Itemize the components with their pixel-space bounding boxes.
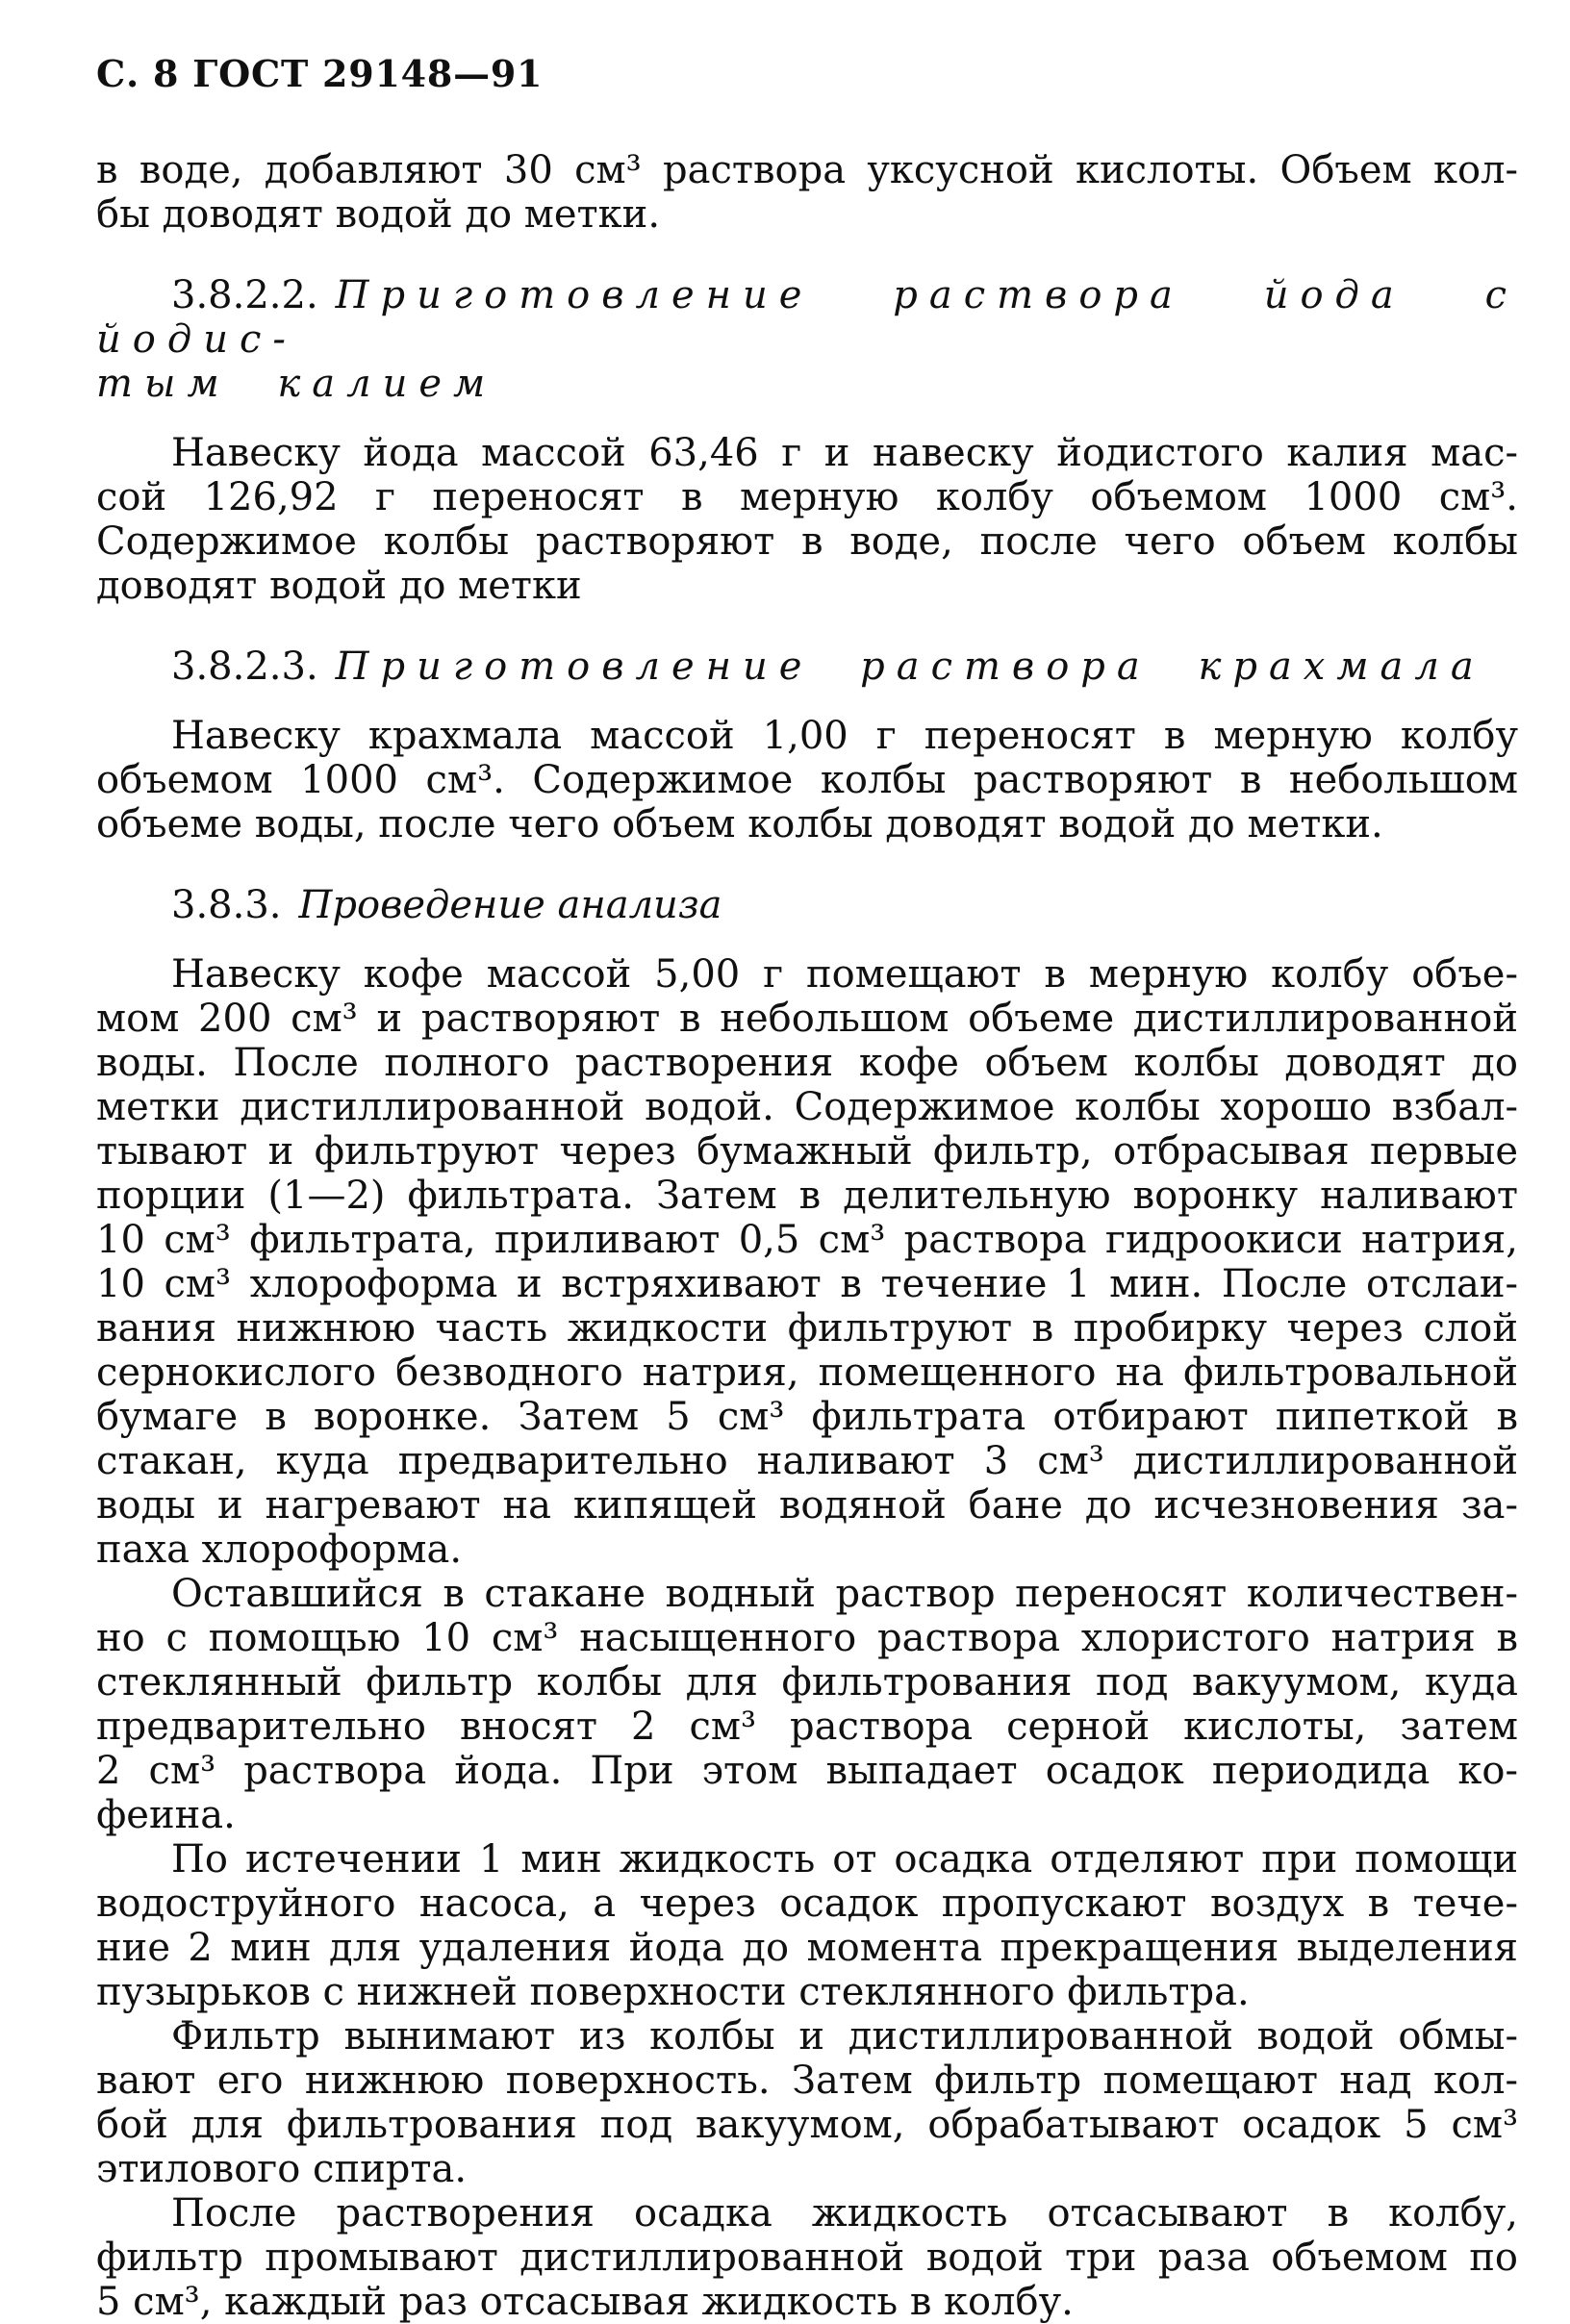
heading-text: Проведение анализа <box>298 883 722 927</box>
section-heading <box>96 644 1518 689</box>
paragraph <box>96 714 1518 846</box>
text-line: Содержимое колбы растворяют в воде, после чего объем колбы <box>96 519 1518 564</box>
page-header: С. 8 ГОСТ 29148—91 <box>96 52 544 95</box>
heading-line <box>96 273 1518 362</box>
heading-line <box>96 362 1518 406</box>
text-line: пузырьков с нижней поверхности стеклянного фильтра. <box>96 1970 1250 2014</box>
text-line: объеме воды, после чего объем колбы доводят водой до метки. <box>96 802 1383 846</box>
text-line: По истечении 1 мин жидкость от осадка отделяют при помощи <box>171 1837 1518 1882</box>
text-line: бы доводят водой до метки. <box>96 192 661 237</box>
text-line: После растворения осадка жидкость отсасывают в колбу, <box>171 2191 1518 2236</box>
heading-text: Приготовление раствора йода с йодис- <box>96 273 1518 362</box>
text-line: Навеску кофе массой 5,00 г помещают в мерную колбу объе- <box>171 952 1518 997</box>
heading-text: Приготовление раствора крахмала <box>335 644 1485 689</box>
text-line: стеклянный фильтр колбы для фильтрования под вакуумом, куда <box>96 1660 1518 1705</box>
text-line: водоструйного насоса, а через осадок пропускают воздух в тече- <box>96 1882 1518 1926</box>
paragraph <box>96 2014 1518 2191</box>
section-number: 3.8.3. <box>171 883 282 927</box>
text-line: паха хлороформа. <box>96 1528 463 1572</box>
paragraph <box>96 431 1518 608</box>
text-line: вания нижнюю часть жидкости фильтруют в пробирку через слой <box>96 1306 1518 1351</box>
text-line: 10 см³ хлороформа и встряхивают в течение 1 мин. После отслаи- <box>96 1262 1518 1306</box>
text-line: бумаге в воронке. Затем 5 см³ фильтрата отбирают пипеткой в <box>96 1395 1518 1439</box>
page-body <box>96 148 1518 2324</box>
heading-line <box>96 883 1518 927</box>
paragraph <box>96 148 1518 237</box>
text-line: воды. После полного растворения кофе объем колбы доводят до <box>96 1041 1518 1085</box>
text-line: в воде, добавляют 30 см³ раствора уксусной кислоты. Объем кол- <box>96 148 1518 192</box>
section-heading <box>96 883 1518 927</box>
paragraph <box>96 2191 1518 2324</box>
section-number: 3.8.2.2. <box>171 273 318 317</box>
text-line: объемом 1000 см³. Содержимое колбы растворяют в небольшом <box>96 758 1518 802</box>
text-line: сой 126,92 г переносят в мерную колбу объемом 1000 см³. <box>96 475 1518 519</box>
text-line: метки дистиллированной водой. Содержимое колбы хорошо взбал- <box>96 1085 1518 1129</box>
heading-text: тым калием <box>96 362 497 406</box>
text-line: Фильтр вынимают из колбы и дистиллированной водой обмы- <box>171 2014 1518 2059</box>
text-line: фильтр промывают дистиллированной водой три раза объемом по <box>96 2236 1518 2280</box>
text-line: этилового спирта. <box>96 2147 468 2191</box>
text-line: мом 200 см³ и растворяют в небольшом объеме дистиллированной <box>96 997 1518 1041</box>
text-line: 2 см³ раствора йода. При этом выпадает осадок периодида ко- <box>96 1749 1518 1793</box>
text-line: ние 2 мин для удаления йода до момента прекращения выделения <box>96 1926 1518 1970</box>
text-line: предварительно вносят 2 см³ раствора серной кислоты, затем <box>96 1705 1518 1749</box>
section-number: 3.8.2.3. <box>171 644 318 689</box>
paragraph <box>96 952 1518 1572</box>
paragraph <box>96 1837 1518 2014</box>
text-line: доводят водой до метки <box>96 564 582 608</box>
section-heading <box>96 273 1518 406</box>
text-line: Оставшийся в стакане водный раствор переносят количествен- <box>171 1572 1518 1616</box>
text-line: вают его нижнюю поверхность. Затем фильтр помещают над кол- <box>96 2059 1518 2103</box>
text-line: бой для фильтрования под вакуумом, обрабатывают осадок 5 см³ <box>96 2103 1518 2147</box>
text-line: стакан, куда предварительно наливают 3 см³ дистиллированной <box>96 1439 1518 1483</box>
text-line: порции (1—2) фильтрата. Затем в делительную воронку наливают <box>96 1174 1518 1218</box>
heading-line <box>96 644 1518 689</box>
text-line: 10 см³ фильтрата, приливают 0,5 см³ раствора гидроокиси натрия, <box>96 1218 1518 1262</box>
paragraph <box>96 1572 1518 1837</box>
text-line: воды и нагревают на кипящей водяной бане до исчезновения за- <box>96 1483 1518 1528</box>
text-line: Навеску йода массой 63,46 г и навеску йодистого калия мас- <box>171 431 1518 475</box>
text-line: тывают и фильтруют через бумажный фильтр, отбрасывая первые <box>96 1129 1518 1174</box>
text-line: сернокислого безводного натрия, помещенного на фильтровальной <box>96 1351 1518 1395</box>
text-line: 5 см³, каждый раз отсасывая жидкость в колбу. <box>96 2280 1074 2324</box>
text-line: феина. <box>96 1793 236 1837</box>
text-line: Навеску крахмала массой 1,00 г переносят в мерную колбу <box>171 714 1518 758</box>
text-line: но с помощью 10 см³ насыщенного раствора хлористого натрия в <box>96 1616 1518 1660</box>
